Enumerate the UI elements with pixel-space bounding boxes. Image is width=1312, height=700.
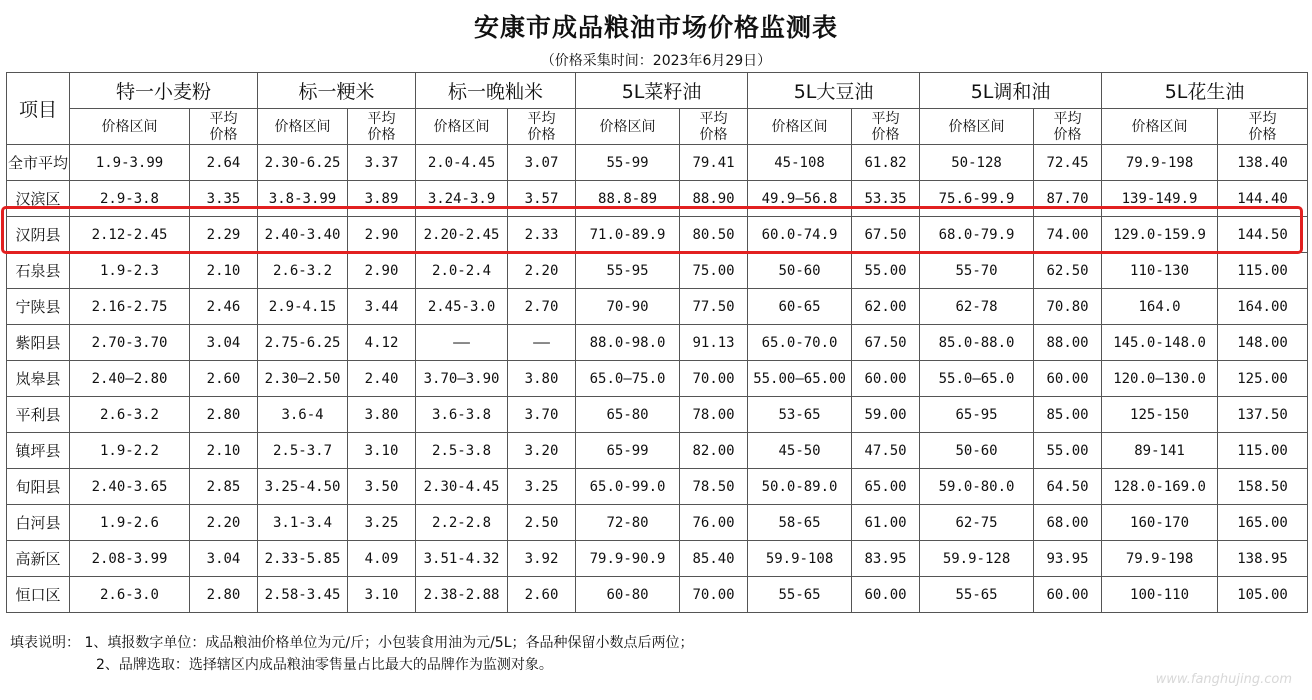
avg-price-cell: 138.95 xyxy=(1218,541,1308,577)
region-cell: 汉滨区 xyxy=(7,181,70,217)
avg-price-cell: 2.90 xyxy=(348,217,416,253)
avg-price-cell: 67.50 xyxy=(852,217,920,253)
price-range-cell: 145.0-148.0 xyxy=(1102,325,1218,361)
avg-price-cell: 2.70 xyxy=(508,289,576,325)
price-range-cell: 65-80 xyxy=(576,397,680,433)
avg-price-cell: 2.60 xyxy=(508,577,576,613)
avg-price-cell: 70.00 xyxy=(680,577,748,613)
avg-price-cell: 3.25 xyxy=(508,469,576,505)
avg-price-cell: 144.50 xyxy=(1218,217,1308,253)
table-body xyxy=(7,145,1308,613)
avg-price-cell: 144.40 xyxy=(1218,181,1308,217)
table-row xyxy=(7,577,1308,613)
avg-price-cell: 59.00 xyxy=(852,397,920,433)
price-range-cell: 89-141 xyxy=(1102,433,1218,469)
range-subheader: 价格区间 xyxy=(1102,109,1218,145)
avg-price-cell: 3.07 xyxy=(508,145,576,181)
avg-price-cell: 85.40 xyxy=(680,541,748,577)
price-range-cell: 2.40—2.80 xyxy=(70,361,190,397)
price-range-cell: 65-99 xyxy=(576,433,680,469)
avg-price-cell: 60.00 xyxy=(1034,361,1102,397)
product-header: 标一晚籼米 xyxy=(416,73,576,109)
avg-price-cell: 2.20 xyxy=(508,253,576,289)
price-range-cell: 75.6-99.9 xyxy=(920,181,1034,217)
price-range-cell: 55-65 xyxy=(748,577,852,613)
price-range-cell: 53-65 xyxy=(748,397,852,433)
page-title: 安康市成品粮油市场价格监测表 xyxy=(473,13,838,42)
price-range-cell: 55-95 xyxy=(576,253,680,289)
avg-price-cell: 2.40 xyxy=(348,361,416,397)
price-range-cell: 79.9-90.9 xyxy=(576,541,680,577)
avg-price-cell: 137.50 xyxy=(1218,397,1308,433)
avg-price-cell: 70.80 xyxy=(1034,289,1102,325)
avg-price-cell: 4.12 xyxy=(348,325,416,361)
region-cell: 白河县 xyxy=(7,505,70,541)
avg-price-cell: 53.35 xyxy=(852,181,920,217)
price-range-cell: 125-150 xyxy=(1102,397,1218,433)
price-range-cell: 164.0 xyxy=(1102,289,1218,325)
avg-price-cell: 3.37 xyxy=(348,145,416,181)
price-range-cell: 2.2-2.8 xyxy=(416,505,508,541)
avg-price-cell: 2.90 xyxy=(348,253,416,289)
price-range-cell: 3.1-3.4 xyxy=(258,505,348,541)
avg-price-cell: 165.00 xyxy=(1218,505,1308,541)
avg-price-cell: 79.41 xyxy=(680,145,748,181)
avg-price-cell: 2.85 xyxy=(190,469,258,505)
avg-subheader: 平均 价格 xyxy=(190,109,258,145)
product-header: 特一小麦粉 xyxy=(70,73,258,109)
price-range-cell: 1.9-3.99 xyxy=(70,145,190,181)
table-row xyxy=(7,145,1308,181)
price-range-cell: 60-65 xyxy=(748,289,852,325)
region-cell: 镇坪县 xyxy=(7,433,70,469)
price-range-cell: 2.16-2.75 xyxy=(70,289,190,325)
range-subheader: 价格区间 xyxy=(258,109,348,145)
price-range-cell: 2.58-3.45 xyxy=(258,577,348,613)
price-range-cell: 55.0—65.0 xyxy=(920,361,1034,397)
avg-price-cell: 115.00 xyxy=(1218,253,1308,289)
price-range-cell: 3.51-4.32 xyxy=(416,541,508,577)
avg-price-cell: 3.89 xyxy=(348,181,416,217)
region-cell: 岚皋县 xyxy=(7,361,70,397)
avg-price-cell: 158.50 xyxy=(1218,469,1308,505)
price-range-cell: 129.0-159.9 xyxy=(1102,217,1218,253)
avg-price-cell: 2.10 xyxy=(190,433,258,469)
avg-subheader: 平均 价格 xyxy=(852,109,920,145)
avg-price-cell: 115.00 xyxy=(1218,433,1308,469)
table-row xyxy=(7,217,1308,253)
price-range-cell: 139-149.9 xyxy=(1102,181,1218,217)
price-range-cell: 2.30-6.25 xyxy=(258,145,348,181)
note-line-1: 填表说明： 1、填报数字单位：成品粮油价格单位为元/斤；小包装食用油为元/5L；各品种保留小数点后两位； xyxy=(10,635,694,651)
avg-price-cell: 60.00 xyxy=(1034,577,1102,613)
avg-price-cell: 60.00 xyxy=(852,361,920,397)
avg-price-cell: 2.64 xyxy=(190,145,258,181)
avg-price-cell: 3.92 xyxy=(508,541,576,577)
avg-price-cell: 125.00 xyxy=(1218,361,1308,397)
price-range-cell: 2.30—2.50 xyxy=(258,361,348,397)
avg-price-cell: 80.50 xyxy=(680,217,748,253)
price-range-cell: 160-170 xyxy=(1102,505,1218,541)
table-row xyxy=(7,361,1308,397)
price-range-cell: 55.00—65.00 xyxy=(748,361,852,397)
price-range-cell: 72-80 xyxy=(576,505,680,541)
avg-price-cell: 2.10 xyxy=(190,253,258,289)
region-cell: 汉阴县 xyxy=(7,217,70,253)
avg-price-cell: 93.95 xyxy=(1034,541,1102,577)
avg-price-cell: 3.44 xyxy=(348,289,416,325)
price-range-cell: 2.20-2.45 xyxy=(416,217,508,253)
price-range-cell: 2.9-3.8 xyxy=(70,181,190,217)
avg-price-cell: 3.70 xyxy=(508,397,576,433)
price-range-cell: 120.0—130.0 xyxy=(1102,361,1218,397)
avg-price-cell: 148.00 xyxy=(1218,325,1308,361)
avg-price-cell: 60.00 xyxy=(852,577,920,613)
avg-price-cell: 77.50 xyxy=(680,289,748,325)
avg-price-cell: 2.33 xyxy=(508,217,576,253)
price-range-cell: 2.12-2.45 xyxy=(70,217,190,253)
price-range-cell: 100-110 xyxy=(1102,577,1218,613)
product-header: 5L花生油 xyxy=(1102,73,1308,109)
avg-price-cell: 55.00 xyxy=(852,253,920,289)
avg-price-cell: 3.10 xyxy=(348,433,416,469)
avg-price-cell: 70.00 xyxy=(680,361,748,397)
region-cell: 平利县 xyxy=(7,397,70,433)
avg-subheader: 平均 价格 xyxy=(680,109,748,145)
price-range-cell: 60.0-74.9 xyxy=(748,217,852,253)
price-table xyxy=(6,72,1308,613)
price-range-cell: 2.0-2.4 xyxy=(416,253,508,289)
price-range-cell: 1.9-2.2 xyxy=(70,433,190,469)
avg-price-cell: 72.45 xyxy=(1034,145,1102,181)
range-subheader: 价格区间 xyxy=(70,109,190,145)
price-range-cell: 2.9-4.15 xyxy=(258,289,348,325)
price-range-cell: 1.9-2.6 xyxy=(70,505,190,541)
avg-price-cell: 3.80 xyxy=(508,361,576,397)
avg-subheader: 平均 价格 xyxy=(1218,109,1308,145)
item-header: 项目 xyxy=(7,73,70,145)
region-cell: 紫阳县 xyxy=(7,325,70,361)
price-range-cell: 55-65 xyxy=(920,577,1034,613)
avg-price-cell: 76.00 xyxy=(680,505,748,541)
avg-price-cell: 3.80 xyxy=(348,397,416,433)
avg-price-cell: 105.00 xyxy=(1218,577,1308,613)
avg-price-cell: 3.20 xyxy=(508,433,576,469)
price-range-cell: 2.6-3.2 xyxy=(70,397,190,433)
region-cell: 恒口区 xyxy=(7,577,70,613)
price-range-cell: 59.9-108 xyxy=(748,541,852,577)
price-range-cell: 3.8-3.99 xyxy=(258,181,348,217)
note-line-2: 2、品牌选取：选择辖区内成品粮油零售量占比最大的品牌作为监测对象。 xyxy=(96,657,553,673)
avg-subheader: 平均 价格 xyxy=(508,109,576,145)
price-range-cell: 2.70-3.70 xyxy=(70,325,190,361)
price-range-cell: 110-130 xyxy=(1102,253,1218,289)
price-range-cell: 70-90 xyxy=(576,289,680,325)
price-range-cell: 2.0-4.45 xyxy=(416,145,508,181)
avg-price-cell: 75.00 xyxy=(680,253,748,289)
avg-price-cell: 74.00 xyxy=(1034,217,1102,253)
price-range-cell: 49.9—56.8 xyxy=(748,181,852,217)
price-range-cell: 50-60 xyxy=(920,433,1034,469)
avg-subheader: 平均 价格 xyxy=(348,109,416,145)
price-range-cell: 60-80 xyxy=(576,577,680,613)
price-range-cell: 45-50 xyxy=(748,433,852,469)
price-range-cell: 65.0—75.0 xyxy=(576,361,680,397)
avg-price-cell: 68.00 xyxy=(1034,505,1102,541)
price-range-cell: 85.0-88.0 xyxy=(920,325,1034,361)
avg-price-cell: 85.00 xyxy=(1034,397,1102,433)
price-range-cell: 3.6-4 xyxy=(258,397,348,433)
table-row xyxy=(7,397,1308,433)
price-range-cell: 59.0-80.0 xyxy=(920,469,1034,505)
price-range-cell: 50-60 xyxy=(748,253,852,289)
price-range-cell: 3.6-3.8 xyxy=(416,397,508,433)
price-range-cell: 2.5-3.8 xyxy=(416,433,508,469)
avg-price-cell: 138.40 xyxy=(1218,145,1308,181)
range-subheader: 价格区间 xyxy=(748,109,852,145)
avg-price-cell: 62.50 xyxy=(1034,253,1102,289)
avg-price-cell: 61.82 xyxy=(852,145,920,181)
region-cell: 高新区 xyxy=(7,541,70,577)
price-range-cell: 2.40-3.65 xyxy=(70,469,190,505)
table-row xyxy=(7,469,1308,505)
avg-price-cell: 3.04 xyxy=(190,541,258,577)
avg-price-cell: 61.00 xyxy=(852,505,920,541)
avg-price-cell: 3.25 xyxy=(348,505,416,541)
range-subheader: 价格区间 xyxy=(416,109,508,145)
avg-price-cell: 82.00 xyxy=(680,433,748,469)
avg-price-cell: 47.50 xyxy=(852,433,920,469)
avg-price-cell: 3.50 xyxy=(348,469,416,505)
price-range-cell: 2.6-3.2 xyxy=(258,253,348,289)
region-cell: 旬阳县 xyxy=(7,469,70,505)
avg-price-cell: 65.00 xyxy=(852,469,920,505)
avg-price-cell: 55.00 xyxy=(1034,433,1102,469)
avg-price-cell: 2.60 xyxy=(190,361,258,397)
price-range-cell: 50-128 xyxy=(920,145,1034,181)
product-header: 5L菜籽油 xyxy=(576,73,748,109)
price-range-cell: 2.33-5.85 xyxy=(258,541,348,577)
price-range-cell: 55-70 xyxy=(920,253,1034,289)
price-range-cell: 88.0-98.0 xyxy=(576,325,680,361)
avg-price-cell: 3.04 xyxy=(190,325,258,361)
region-cell: 宁陕县 xyxy=(7,289,70,325)
table-row xyxy=(7,325,1308,361)
price-range-cell: 3.24-3.9 xyxy=(416,181,508,217)
product-header: 5L调和油 xyxy=(920,73,1102,109)
avg-price-cell: 4.09 xyxy=(348,541,416,577)
price-range-cell: 2.40-3.40 xyxy=(258,217,348,253)
price-range-cell: 2.6-3.0 xyxy=(70,577,190,613)
price-range-cell: 65-95 xyxy=(920,397,1034,433)
page-subtitle: （价格采集时间：2023年6月29日） xyxy=(540,53,772,69)
avg-price-cell: 62.00 xyxy=(852,289,920,325)
price-range-cell: 71.0-89.9 xyxy=(576,217,680,253)
avg-price-cell: 88.00 xyxy=(1034,325,1102,361)
range-subheader: 价格区间 xyxy=(920,109,1034,145)
price-range-cell: 3.70—3.90 xyxy=(416,361,508,397)
avg-price-cell: 88.90 xyxy=(680,181,748,217)
avg-price-cell: 2.29 xyxy=(190,217,258,253)
watermark: www.fanghujing.com xyxy=(1155,672,1292,687)
price-range-cell: 128.0-169.0 xyxy=(1102,469,1218,505)
table-row xyxy=(7,433,1308,469)
region-cell: 石泉县 xyxy=(7,253,70,289)
price-range-cell: 68.0-79.9 xyxy=(920,217,1034,253)
table-row xyxy=(7,289,1308,325)
avg-price-cell: 87.70 xyxy=(1034,181,1102,217)
price-range-cell: 2.45-3.0 xyxy=(416,289,508,325)
range-subheader: 价格区间 xyxy=(576,109,680,145)
avg-price-cell: 2.50 xyxy=(508,505,576,541)
price-range-cell: 65.0-99.0 xyxy=(576,469,680,505)
avg-price-cell: 64.50 xyxy=(1034,469,1102,505)
avg-price-cell: 2.80 xyxy=(190,577,258,613)
price-range-cell: 59.9-128 xyxy=(920,541,1034,577)
price-range-cell: 79.9-198 xyxy=(1102,145,1218,181)
table-row xyxy=(7,541,1308,577)
price-range-cell: 50.0-89.0 xyxy=(748,469,852,505)
avg-price-cell: 3.10 xyxy=(348,577,416,613)
avg-price-cell: 2.46 xyxy=(190,289,258,325)
avg-price-cell: 3.35 xyxy=(190,181,258,217)
price-range-cell: 2.30-4.45 xyxy=(416,469,508,505)
table-row xyxy=(7,505,1308,541)
product-header: 5L大豆油 xyxy=(748,73,920,109)
subheader-row xyxy=(7,109,1308,145)
price-range-cell: —— xyxy=(416,325,508,361)
price-range-cell: 55-99 xyxy=(576,145,680,181)
price-range-cell: 45-108 xyxy=(748,145,852,181)
avg-price-cell: 164.00 xyxy=(1218,289,1308,325)
avg-price-cell: 91.13 xyxy=(680,325,748,361)
price-range-cell: 58-65 xyxy=(748,505,852,541)
price-range-cell: 2.38-2.88 xyxy=(416,577,508,613)
avg-price-cell: 2.20 xyxy=(190,505,258,541)
price-range-cell: 1.9-2.3 xyxy=(70,253,190,289)
price-range-cell: 88.8-89 xyxy=(576,181,680,217)
price-range-cell: 62-75 xyxy=(920,505,1034,541)
avg-price-cell: 78.50 xyxy=(680,469,748,505)
avg-price-cell: —— xyxy=(508,325,576,361)
table-row xyxy=(7,181,1308,217)
avg-subheader: 平均 价格 xyxy=(1034,109,1102,145)
price-range-cell: 3.25-4.50 xyxy=(258,469,348,505)
price-range-cell: 2.5-3.7 xyxy=(258,433,348,469)
table-row xyxy=(7,253,1308,289)
price-range-cell: 2.08-3.99 xyxy=(70,541,190,577)
avg-price-cell: 2.80 xyxy=(190,397,258,433)
region-cell: 全市平均 xyxy=(7,145,70,181)
avg-price-cell: 78.00 xyxy=(680,397,748,433)
price-range-cell: 62-78 xyxy=(920,289,1034,325)
price-range-cell: 79.9-198 xyxy=(1102,541,1218,577)
product-header: 标一粳米 xyxy=(258,73,416,109)
price-range-cell: 2.75-6.25 xyxy=(258,325,348,361)
avg-price-cell: 83.95 xyxy=(852,541,920,577)
price-range-cell: 65.0-70.0 xyxy=(748,325,852,361)
avg-price-cell: 3.57 xyxy=(508,181,576,217)
avg-price-cell: 67.50 xyxy=(852,325,920,361)
